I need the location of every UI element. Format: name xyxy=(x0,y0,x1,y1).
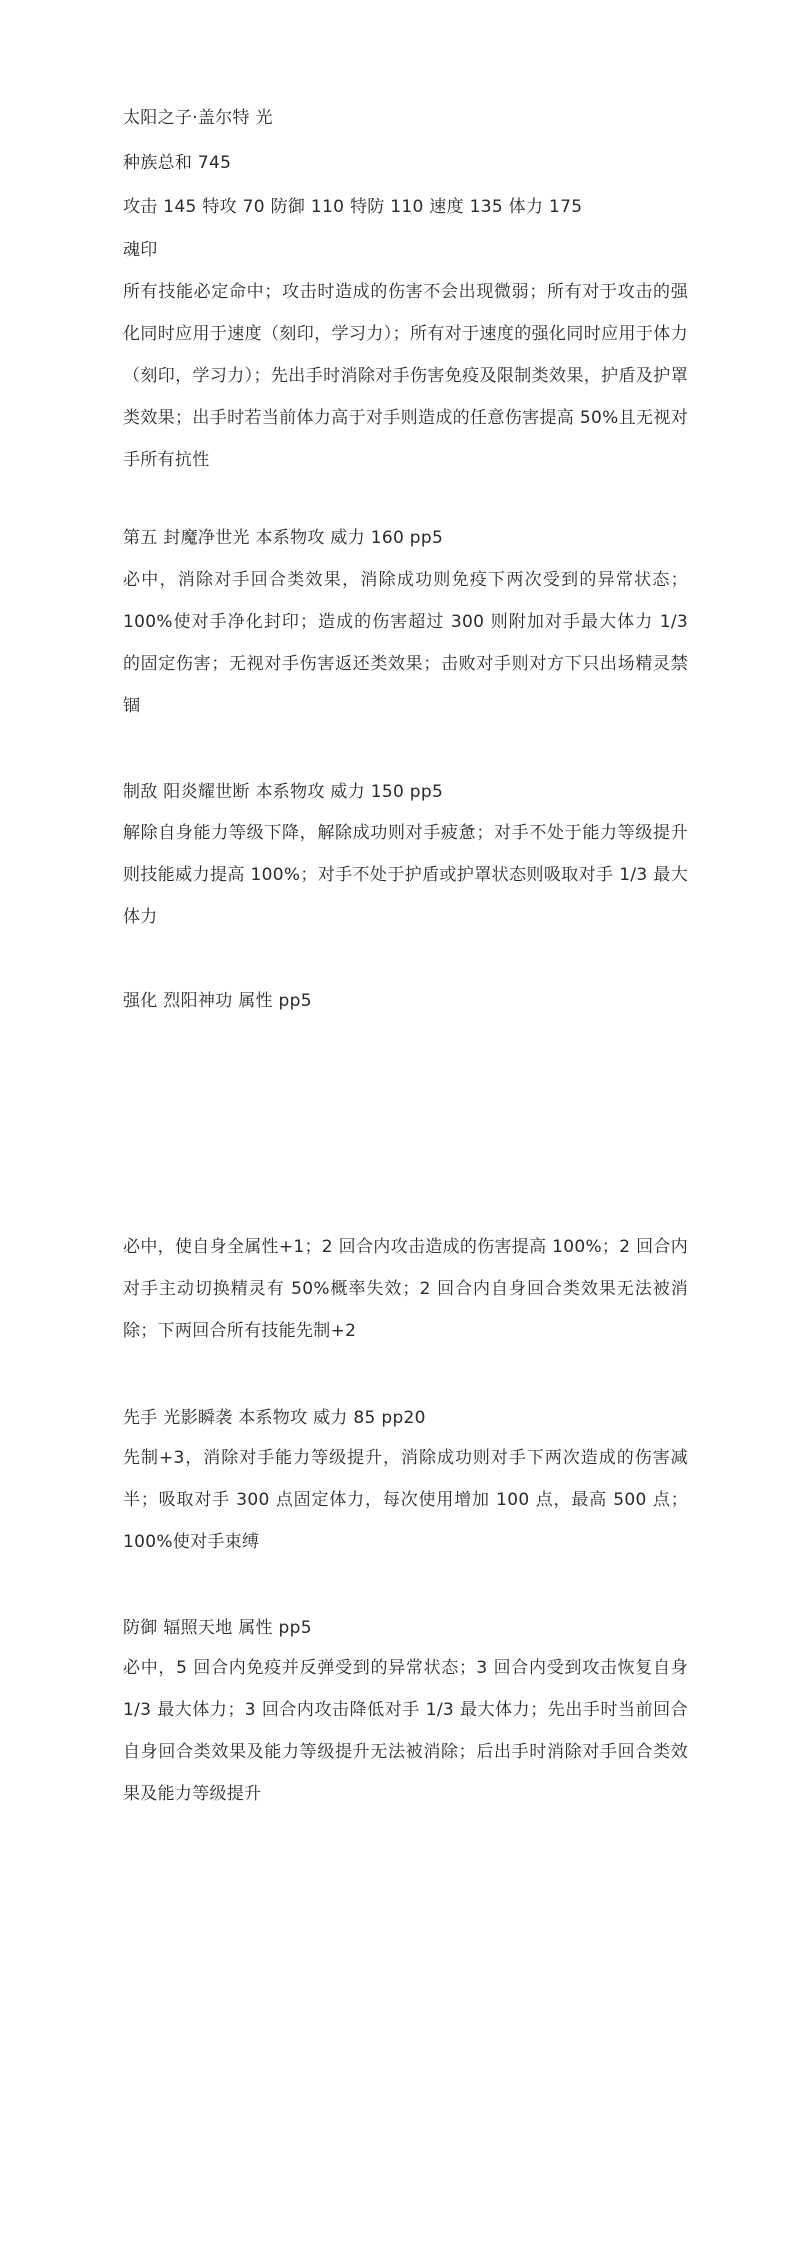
skill-1-description: 必中，消除对手回合类效果，消除成功则免疫下两次受到的异常状态；100%使对手净化封印；造成的伤害超过 300 则附加对手最大体力 1/3 的固定伤害；无视对手伤害返还类效果；击败对手则对方下只出场精灵禁锢 xyxy=(123,570,688,716)
soul-seal-description: 所有技能必定命中；攻击时造成的伤害不会出现微弱；所有对于攻击的强化同时应用于速度（刻印，学习力）；所有对于速度的强化同时应用于体力（刻印，学习力）；先出手时消除对手伤害免疫及限制类效果，护盾及护罩类效果；出手时若当前体力高于对手则造成的任意伤害提高 50%且无视对手所有抗性 xyxy=(123,282,688,470)
skill-3-description: 必中，使自身全属性+1；2 回合内攻击造成的伤害提高 100%；2 回合内对手主动切换精灵有 50%概率失效；2 回合内自身回合类效果无法被消除；下两回合所有技能先制+2 xyxy=(123,1237,688,1341)
skill-2-heading: 制敌 阳炎耀世断 本系物攻 威力 150 pp5 xyxy=(123,782,444,802)
skill-4-heading: 先手 光影瞬袭 本系物攻 威力 85 pp20 xyxy=(123,1408,426,1428)
skill-4-description: 先制+3，消除对手能力等级提升，消除成功则对手下两次造成的伤害减半；吸取对手 300 点固定体力，每次使用增加 100 点，最高 500 点；100%使对手束缚 xyxy=(123,1448,688,1552)
skill-1-heading: 第五 封魔净世光 本系物攻 威力 160 pp5 xyxy=(123,528,444,548)
skill-3-heading: 强化 烈阳神功 属性 pp5 xyxy=(123,991,312,1011)
spirit-title: 太阳之子·盖尔特 光 xyxy=(123,108,273,128)
soul-seal-label: 魂印 xyxy=(123,240,158,260)
skill-5-description: 必中，5 回合内免疫并反弹受到的异常状态；3 回合内受到攻击恢复自身 1/3 最大体力；3 回合内攻击降低对手 1/3 最大体力；先出手时当前回合自身回合类效果及能力等级提升无法被消除；后出手时消除对手回合类效果及能力等级提升 xyxy=(123,1658,688,1804)
skill-2-description: 解除自身能力等级下降，解除成功则对手疲惫；对手不处于能力等级提升则技能威力提高 100%；对手不处于护盾或护罩状态则吸取对手 1/3 最大体力 xyxy=(123,823,688,927)
stats-line: 攻击 145 特攻 70 防御 110 特防 110 速度 135 体力 175 xyxy=(123,197,583,217)
total-stats: 种族总和 745 xyxy=(123,153,232,173)
skill-5-heading: 防御 辐照天地 属性 pp5 xyxy=(123,1618,312,1638)
